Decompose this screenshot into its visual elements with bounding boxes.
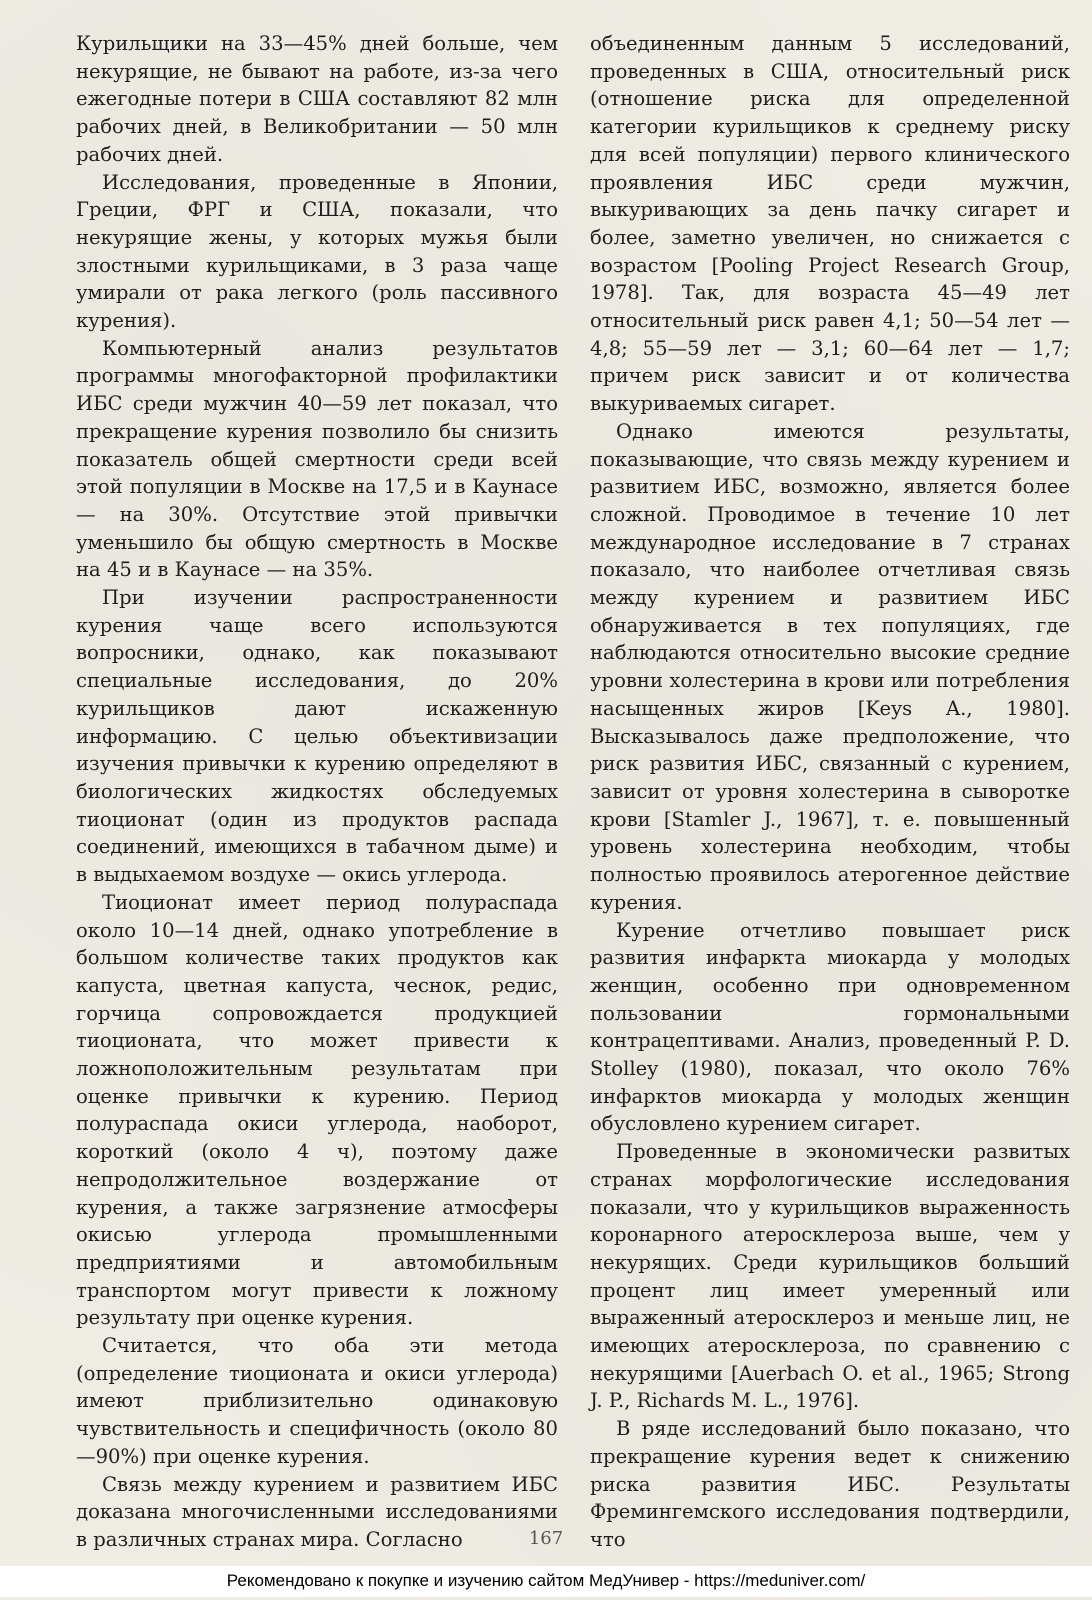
paragraph: Однако имеются результаты, показывающие, что связь между курением и развитием ИБС, возможно, является более сложной. Проводимое в течение 10 лет международное исследование в 7 странах показало, что наиболее отчетливая связь между курением и развитием ИБС обнаруживается в тех популяциях, где наблюдаются относительно высокие средние уровни холестерина в крови или потребления насыщенных жиров [Keys A., 1980]. Высказывалось даже предположение, что риск развития ИБС, связанный с курением, зависит от уровня холестерина в сыворотке крови [Stamler J., 1967], т. е. повышенный уровень холестерина необходим, чтобы полностью проявилось атерогенное действие курения.: [590, 419, 1070, 914]
paragraph: Курильщики на 33—45% дней больше, чем некурящие, не бывают на работе, из-за чего ежегодные потери в США составляют 82 млн рабочих дней, в Великобритании — 50 млн рабочих дней.: [76, 32, 558, 166]
paragraph: Исследования, проведенные в Японии, Греции, ФРГ и США, показали, что некурящие жены, у которых мужья были злостными курильщиками, в 3 раза чаще умирали от рака легкого (роль пассивного курения).: [76, 170, 558, 333]
paragraph: Проведенные в экономически развитых странах морфологические исследования показали, что у курильщиков выраженность коронарного атеросклероза выше, чем у некурящих. Среди курильщиков больший процент лиц имеет умеренный или выраженный атеросклероз и меньше лиц, не имеющих атеросклероза, по сравнению с некурящими [Auerbach O. et al., 1965; Strong J. P., Richards M. L., 1976].: [590, 1140, 1070, 1413]
footer-watermark-text: Рекомендовано к покупке и изучению сайтом МедУнивер - https://meduniver.com/: [0, 1566, 1092, 1597]
paragraph: Компьютерный анализ результатов программы многофакторной профилактики ИБС среди мужчин 40—59 лет показал, что прекращение курения позволило бы снизить показатель общей смертности среди всей этой популяции в Москве на 17,5 и в Каунасе — на 30%. Отсутствие этой привычки уменьшило бы общую смертность в Москве на 45 и в Каунасе — на 35%.: [76, 336, 558, 582]
left-column: [76, 30, 558, 1554]
paragraph: Курение отчетливо повышает риск развития инфаркта миокарда у молодых женщин, особенно при одновременном пользовании гормональными контрацептивами. Анализ, проведенный P. D. Stolley (1980), показал, что около 76% инфарктов миокарда у молодых женщин обусловлено курением сигарет.: [590, 918, 1070, 1136]
paragraph: Тиоционат имеет период полураспада около 10—14 дней, однако употребление в большом количестве таких продуктов как капуста, цветная капуста, чеснок, редис, горчица сопровождается продукцией тиоционата, что может привести к ложноположительным результатам при оценке привычки к курению. Период полураспада окиси углерода, наоборот, короткий (около 4 ч), поэтому даже непродолжительное воздержание от курения, а также загрязнение атмосферы окисью углерода промышленными предприятиями и автомобильным транспортом могут привести к ложному результату при оценке курения.: [76, 890, 558, 1330]
right-column: [590, 30, 1070, 1554]
paragraph: В ряде исследований было показано, что прекращение курения ведет к снижению риска развития ИБС. Результаты Фремингемского исследования подтвердили, что: [590, 1417, 1070, 1551]
paragraph: Связь между курением и развитием ИБС доказана многочисленными исследованиями в различных странах мира. Согласно: [76, 1472, 558, 1551]
paragraph: объединенным данным 5 исследований, проведенных в США, относительный риск (отношение риска для определенной категории курильщиков к среднему риску для всей популяции) первого клинического проявления ИБС среди мужчин, выкуривающих за день пачку сигарет и более, заметно увеличен, но снижается с возрастом [Pooling Project Research Group, 1978]. Так, для возраста 45—49 лет относительный риск равен 4,1; 50—54 лет — 4,8; 55—59 лет — 3,1; 60—64 лет — 1,7; причем риск зависит и от количества выкуриваемых сигарет.: [590, 32, 1070, 416]
paragraph: При изучении распространенности курения чаще всего используются вопросники, однако, как показывают специальные исследования, до 20% курильщиков дают искаженную информацию. С целью объективизации изучения привычки к курению определяют в биологических жидкостях обследуемых тиоционат (один из продуктов распада соединений, имеющихся в табачном дыме) и в выдыхаемом воздухе — окись углерода.: [76, 586, 558, 887]
page-number: 167: [528, 1528, 564, 1549]
paragraph: Считается, что оба эти метода (определение тиоционата и окиси углерода) имеют приблизительно одинаковую чувствительность и специфичность (около 80—90%) при оценке курения.: [76, 1334, 558, 1468]
